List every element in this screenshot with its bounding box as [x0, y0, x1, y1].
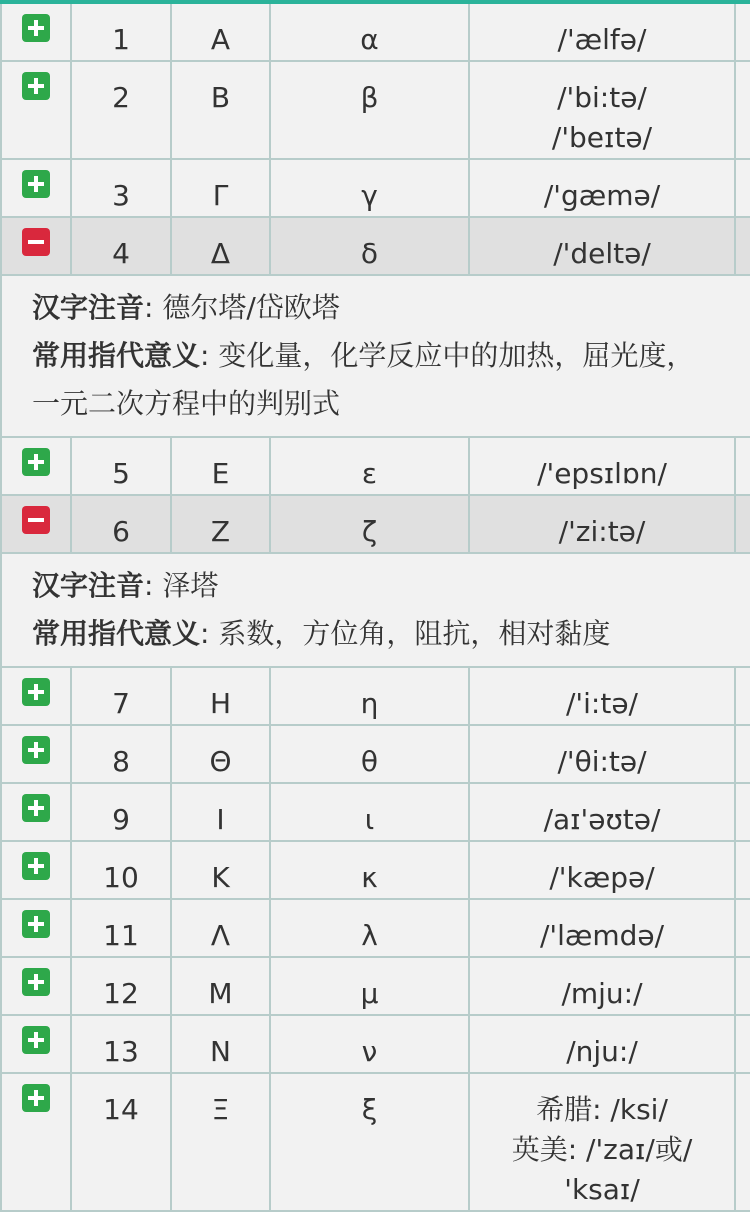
uppercase-letter-cell: Δ [172, 218, 271, 274]
toggle-cell [2, 4, 72, 60]
table-row [0, 784, 750, 842]
lowercase-letter-cell: κ [271, 842, 470, 898]
index-cell: 3 [72, 160, 172, 216]
index-cell: 4 [72, 218, 172, 274]
table-row [0, 438, 750, 496]
uppercase-letter-cell: Θ [172, 726, 271, 782]
toggle-cell [2, 900, 72, 956]
toggle-cell [2, 784, 72, 840]
uppercase-letter-cell: Κ [172, 842, 271, 898]
index-cell: 6 [72, 496, 172, 552]
lowercase-letter-cell: ν [271, 1016, 470, 1072]
uppercase-letter-cell: Α [172, 4, 271, 60]
pronunciation-cell [470, 784, 736, 840]
ipa-line: /'epsɪlɒn/ [537, 457, 667, 490]
index-cell: 13 [72, 1016, 172, 1072]
label-separator: : [200, 339, 219, 372]
toggle-cell [2, 62, 72, 158]
pronunciation-cell [470, 958, 736, 1014]
lowercase-letter-cell: ι [271, 784, 470, 840]
pronunciation-cell [470, 438, 736, 494]
pronunciation-cell [470, 726, 736, 782]
toggle-cell [2, 726, 72, 782]
toggle-cell [2, 218, 72, 274]
ipa-line: /'beɪtə/ [551, 121, 653, 154]
toggle-cell [2, 668, 72, 724]
index-cell: 1 [72, 4, 172, 60]
expand-button[interactable] [22, 1084, 50, 1112]
index-cell: 10 [72, 842, 172, 898]
uppercase-letter-cell: Μ [172, 958, 271, 1014]
uppercase-letter-cell: Ε [172, 438, 271, 494]
expand-button[interactable] [22, 14, 50, 42]
ipa-line: /'bi:tə/ [557, 81, 647, 114]
label-separator: : [144, 569, 163, 602]
table-row [0, 62, 750, 160]
table-row [0, 668, 750, 726]
expand-button[interactable] [22, 968, 50, 996]
lowercase-letter-cell: β [271, 62, 470, 158]
uppercase-letter-cell: Β [172, 62, 271, 158]
toggle-cell [2, 160, 72, 216]
row-detail-panel [0, 276, 750, 438]
uppercase-letter-cell: Λ [172, 900, 271, 956]
ipa-line: 'ksaɪ/ [564, 1173, 640, 1206]
expand-button[interactable] [22, 736, 50, 764]
expand-button[interactable] [22, 678, 50, 706]
pronunciation-label: 汉字注音 [32, 291, 145, 324]
meaning-value: 变化量，化学反应中的加热，屈光度，一元二次方程中的判别式 [32, 339, 695, 420]
expand-button[interactable] [22, 448, 50, 476]
uppercase-letter-cell: Ι [172, 784, 271, 840]
toggle-cell [2, 842, 72, 898]
ipa-line: /'kæpə/ [549, 861, 655, 894]
ipa-line: /aɪ'əʊtə/ [543, 803, 661, 836]
index-cell: 9 [72, 784, 172, 840]
ipa-line: 英美: /'zaɪ/或/ [511, 1133, 693, 1166]
table-row [0, 900, 750, 958]
ipa-line: 希腊: /ksi/ [536, 1093, 668, 1126]
index-cell: 5 [72, 438, 172, 494]
toggle-cell [2, 1074, 72, 1210]
table-row [0, 218, 750, 276]
table-row [0, 1016, 750, 1074]
uppercase-letter-cell: Ζ [172, 496, 271, 552]
pronunciation-cell [470, 1016, 736, 1072]
index-cell: 2 [72, 62, 172, 158]
ipa-line: /'θi:tə/ [557, 745, 647, 778]
ipa-line: /'deltə/ [553, 237, 651, 270]
ipa-line: /mju:/ [561, 977, 643, 1010]
expand-button[interactable] [22, 794, 50, 822]
pronunciation-detail [32, 284, 720, 332]
lowercase-letter-cell: η [271, 668, 470, 724]
index-cell: 8 [72, 726, 172, 782]
expand-button[interactable] [22, 910, 50, 938]
lowercase-letter-cell: α [271, 4, 470, 60]
uppercase-letter-cell: Ν [172, 1016, 271, 1072]
lowercase-letter-cell: ε [271, 438, 470, 494]
pronunciation-cell [470, 668, 736, 724]
meaning-value: 系数，方位角，阻抗，相对黏度 [218, 617, 611, 650]
lowercase-letter-cell: ζ [271, 496, 470, 552]
table-row [0, 4, 750, 62]
uppercase-letter-cell: Η [172, 668, 271, 724]
expand-button[interactable] [22, 852, 50, 880]
ipa-line: /'læmdə/ [539, 919, 665, 952]
collapse-button[interactable] [22, 506, 50, 534]
pronunciation-value: 德尔塔/岱欧塔 [162, 291, 340, 324]
table-row [0, 1074, 750, 1212]
lowercase-letter-cell: δ [271, 218, 470, 274]
table-row [0, 160, 750, 218]
pronunciation-detail [32, 562, 720, 610]
pronunciation-cell [470, 900, 736, 956]
table-row [0, 726, 750, 784]
pronunciation-label: 汉字注音 [32, 569, 145, 602]
table-row [0, 958, 750, 1016]
lowercase-letter-cell: λ [271, 900, 470, 956]
pronunciation-cell [470, 496, 736, 552]
pronunciation-cell [470, 160, 736, 216]
index-cell: 7 [72, 668, 172, 724]
lowercase-letter-cell: γ [271, 160, 470, 216]
toggle-cell [2, 1016, 72, 1072]
uppercase-letter-cell: Γ [172, 160, 271, 216]
pronunciation-cell [470, 1074, 736, 1210]
index-cell: 12 [72, 958, 172, 1014]
pronunciation-cell [470, 218, 736, 274]
row-detail-panel [0, 554, 750, 668]
pronunciation-cell [470, 4, 736, 60]
ipa-line: /'i:tə/ [566, 687, 638, 720]
ipa-line: /'zi:tə/ [558, 515, 646, 548]
uppercase-letter-cell: Ξ [172, 1074, 271, 1210]
expand-button[interactable] [22, 170, 50, 198]
lowercase-letter-cell: μ [271, 958, 470, 1014]
expand-button[interactable] [22, 1026, 50, 1054]
index-cell: 11 [72, 900, 172, 956]
toggle-cell [2, 958, 72, 1014]
ipa-line: /'ælfə/ [557, 23, 647, 56]
pronunciation-cell [470, 842, 736, 898]
pronunciation-cell [470, 62, 736, 158]
meaning-detail [32, 332, 720, 428]
table-row [0, 496, 750, 554]
index-cell: 14 [72, 1074, 172, 1210]
table-body [0, 4, 750, 1212]
meaning-detail [32, 610, 720, 658]
ipa-line: /'gæmə/ [543, 179, 661, 212]
meaning-label: 常用指代意义 [32, 339, 201, 372]
meaning-label: 常用指代意义 [32, 617, 201, 650]
ipa-line: /nju:/ [566, 1035, 638, 1068]
toggle-cell [2, 496, 72, 552]
lowercase-letter-cell: ξ [271, 1074, 470, 1210]
label-separator: : [200, 617, 219, 650]
toggle-cell [2, 438, 72, 494]
pronunciation-value: 泽塔 [162, 569, 219, 602]
lowercase-letter-cell: θ [271, 726, 470, 782]
label-separator: : [144, 291, 163, 324]
table-row [0, 842, 750, 900]
expand-button[interactable] [22, 72, 50, 100]
collapse-button[interactable] [22, 228, 50, 256]
